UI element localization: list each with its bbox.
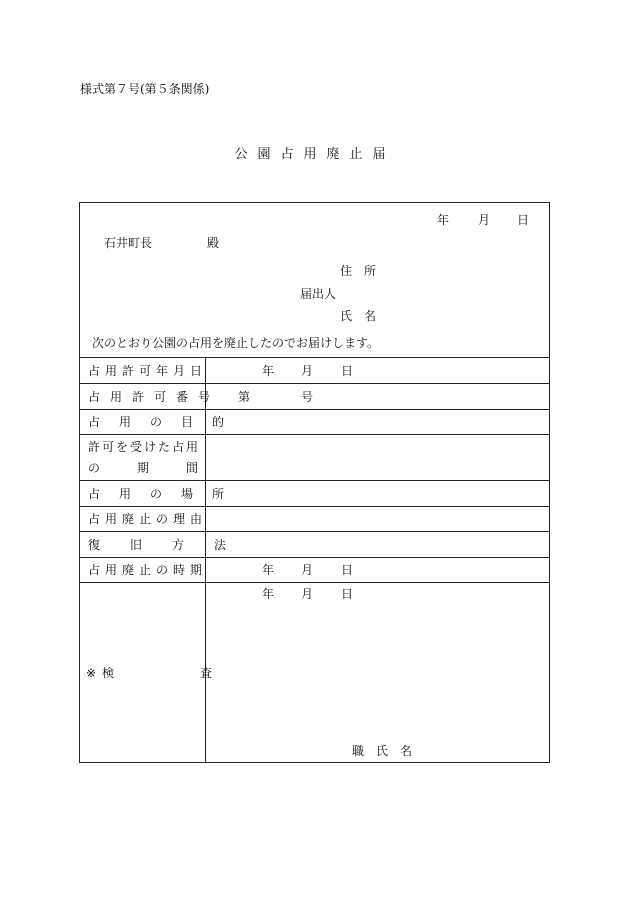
end-time-day: 日 <box>341 563 354 577</box>
row-label-text: 占用の場所 <box>88 487 244 501</box>
row-divider <box>80 506 549 507</box>
applicant-label: 届出人 <box>300 287 337 301</box>
row-label-text: の期間 <box>88 461 236 475</box>
official-name-label: 職 氏 名 <box>352 744 413 758</box>
row-label-period-line1 <box>88 440 201 454</box>
end-time-year: 年 <box>262 563 275 577</box>
row-label-text: 復旧方法 <box>88 538 257 552</box>
row-label-permit-date <box>88 364 208 378</box>
header-month: 月 <box>478 213 491 227</box>
address-label: 住 所 <box>340 264 377 278</box>
row-label-text: 占用廃止の理由 <box>88 512 208 526</box>
row-label-text: 許可を受けた占用 <box>88 440 201 454</box>
permit-date-day: 日 <box>341 364 354 378</box>
row-divider <box>80 383 549 384</box>
form-table <box>79 202 550 763</box>
inspection-mark: ※ <box>86 666 97 680</box>
row-label-purpose <box>88 415 244 429</box>
row-label-text: 占用の目的 <box>88 415 244 429</box>
inspection-label: 検査 <box>102 666 299 680</box>
header-year: 年 <box>437 213 450 227</box>
permit-date-year: 年 <box>262 364 275 378</box>
permit-number-prefix: 第 <box>238 390 251 404</box>
row-label-text: 占用許可番号 <box>88 390 221 404</box>
permit-number-suffix: 号 <box>301 390 314 404</box>
end-time-month: 月 <box>301 563 314 577</box>
row-label-location <box>88 487 244 501</box>
inspection-year: 年 <box>262 587 275 601</box>
form-number-label: 様式第７号(第５条関係) <box>80 82 210 96</box>
row-label-permit-number <box>88 390 221 404</box>
inspection-month: 月 <box>301 587 314 601</box>
row-divider <box>80 357 549 358</box>
row-label-period-line2 <box>88 461 236 475</box>
row-label-restoration <box>88 538 257 552</box>
row-divider <box>80 557 549 558</box>
row-divider <box>80 434 549 435</box>
honorific: 殿 <box>207 236 220 250</box>
row-label-reason <box>88 512 208 526</box>
row-label-text: 占用許可年月日 <box>88 364 208 378</box>
addressee: 石井町長 <box>104 236 153 250</box>
row-divider <box>80 531 549 532</box>
permit-date-month: 月 <box>301 364 314 378</box>
inspection-day: 日 <box>341 587 354 601</box>
row-divider <box>80 409 549 410</box>
statement-text: 次のとおり公園の占用を廃止したのでお届けします。 <box>92 336 380 350</box>
document-title: 公園占用廃止届 <box>234 147 396 162</box>
header-day: 日 <box>517 213 530 227</box>
row-divider <box>80 480 549 481</box>
row-label-text: 占用廃止の時期 <box>88 563 208 577</box>
row-label-end-time <box>88 563 208 577</box>
name-label: 氏 名 <box>340 309 377 323</box>
row-divider <box>80 582 549 583</box>
